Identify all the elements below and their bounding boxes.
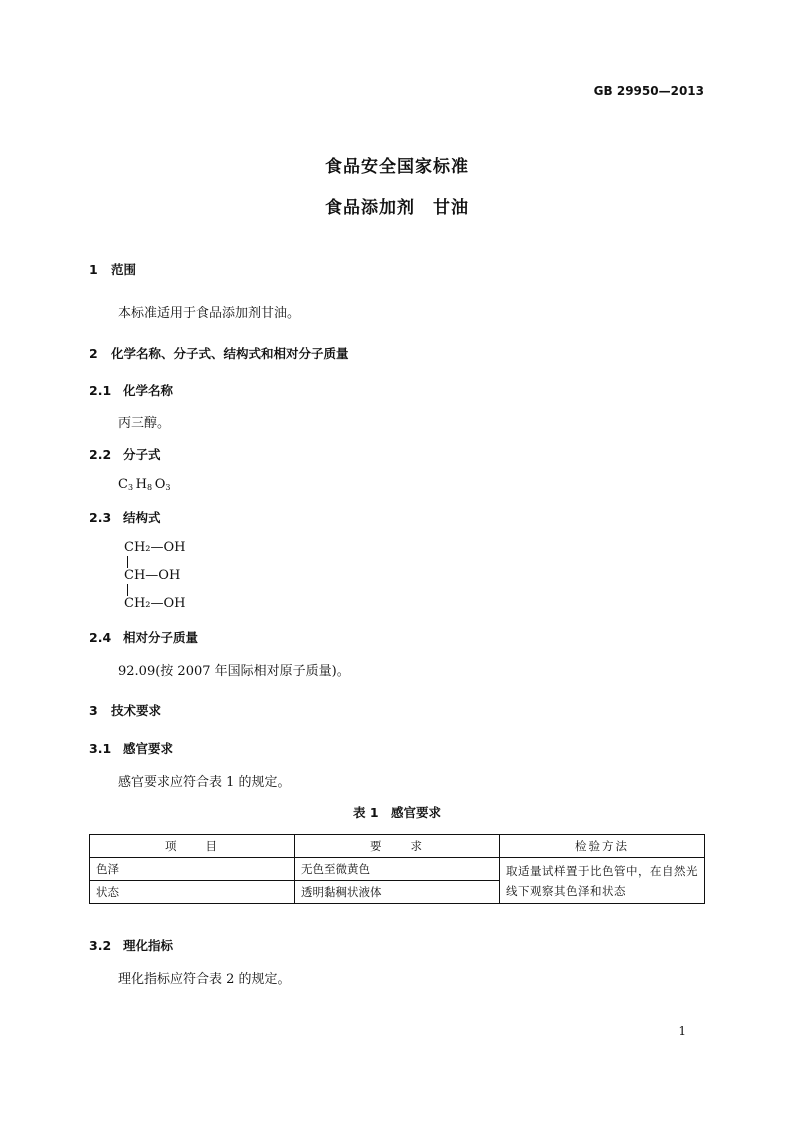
table-row [90,858,705,881]
section-title: 相对分子质量 [123,630,199,645]
document-title: 食品安全国家标准 [325,157,469,177]
table-cell-requirement: 无色至微黄色 [295,858,500,881]
section-title: 范围 [111,262,137,277]
section-2-2-heading [89,445,161,463]
table-cell-method: 取适量试样置于比色管中，在自然光线下观察其色泽和状态 [500,858,705,904]
section-number: 2.3 [89,510,112,525]
section-number: 2.1 [89,383,112,398]
section-2-4-heading [89,628,198,646]
document-subtitle: 食品添加剂 甘油 [325,198,469,218]
structural-formula-line: CH₂—OH [124,540,186,555]
section-number: 2.4 [89,630,112,645]
section-2-heading [89,344,349,362]
column-header: 项 目 [90,835,295,858]
section-2-1-heading [89,381,173,399]
structural-formula-line: CH₂—OH [124,596,186,611]
table-cell-item: 状态 [90,881,295,904]
bond-line [127,584,128,596]
section-3-2-heading [89,936,173,954]
section-title: 化学名称、分子式、结构式和相对分子质量 [111,346,349,361]
bond-line [127,556,128,568]
section-2-1-text: 丙三醇。 [118,416,171,431]
section-number: 1 [89,262,98,277]
molecular-formula: $C_3$ $H_8$ $O_3$ [118,477,171,492]
section-number: 2 [89,346,98,361]
section-title: 理化指标 [123,938,174,953]
structural-formula-line: CH—OH [124,568,181,583]
sensory-requirements-table [89,834,705,904]
standard-number: GB 29950—2013 [593,84,704,98]
section-3-1-text: 感官要求应符合表 1 的规定。 [118,775,291,790]
section-title: 感官要求 [123,741,174,756]
section-number: 3 [89,703,98,718]
column-header: 检验方法 [500,835,705,858]
section-title: 结构式 [123,510,161,525]
section-1-heading [89,260,136,278]
section-number: 2.2 [89,447,112,462]
column-header: 要 求 [295,835,500,858]
section-3-heading [89,701,161,719]
section-1-text: 本标准适用于食品添加剂甘油。 [118,306,301,321]
section-3-1-heading [89,739,173,757]
table-cell-item: 色泽 [90,858,295,881]
section-3-2-text: 理化指标应符合表 2 的规定。 [118,972,291,987]
section-2-4-text: 92.09(按 2007 年国际相对原子质量)。 [118,664,350,679]
section-2-3-heading [89,508,161,526]
page-number: 1 [678,1024,686,1038]
table-header-row [90,835,705,858]
section-title: 分子式 [123,447,161,462]
section-title: 化学名称 [123,383,174,398]
table-caption: 表 1 感官要求 [352,805,442,820]
table-cell-requirement: 透明黏稠状液体 [295,881,500,904]
section-title: 技术要求 [111,703,162,718]
section-number: 3.2 [89,938,112,953]
section-number: 3.1 [89,741,112,756]
